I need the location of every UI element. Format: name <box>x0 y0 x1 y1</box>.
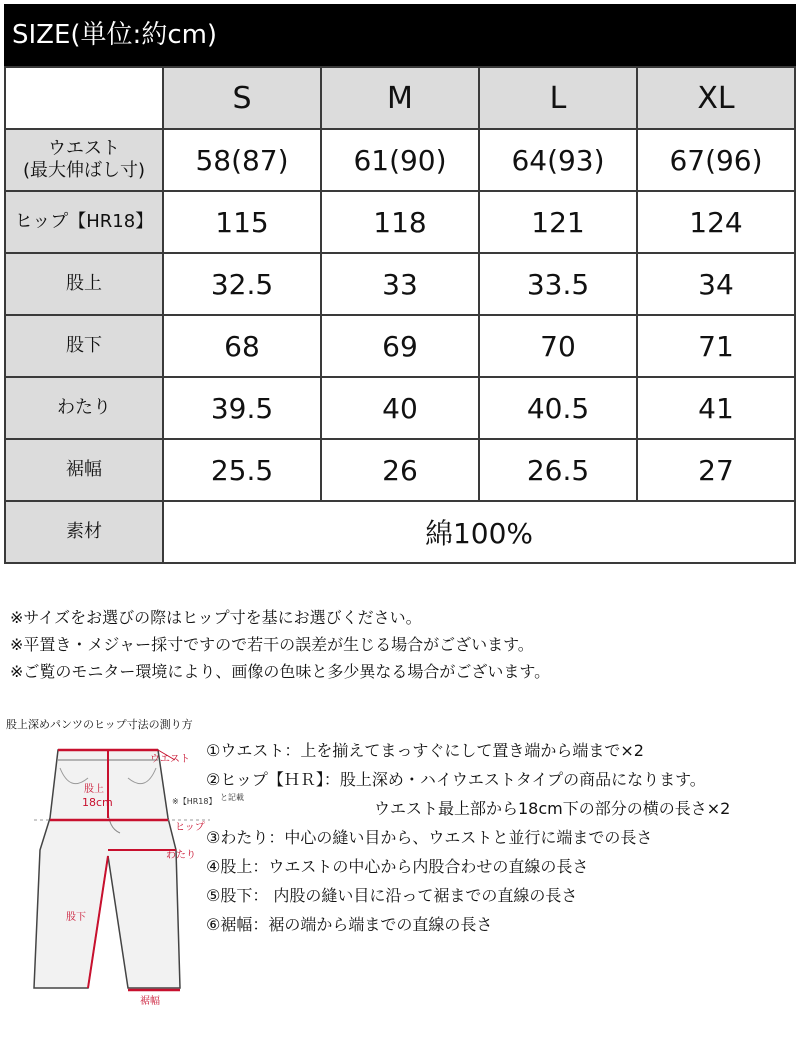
rise-label: 股上 <box>84 784 104 795</box>
cell-value: 41 <box>637 377 795 439</box>
cell-value: 61(90) <box>321 129 479 191</box>
row-label: 股下 <box>5 315 163 377</box>
cell-value: 71 <box>637 315 795 377</box>
thigh-label: わたり <box>166 850 196 861</box>
size-l-header: L <box>479 67 637 129</box>
table-row <box>5 253 795 315</box>
row-label-line2: (最大伸ばし寸) <box>22 160 146 181</box>
row-label: ヒップ【HR18】 <box>5 191 163 253</box>
step-6: ⑥裾幅：裾の端から端までの直線の長さ <box>206 915 493 934</box>
cell-value: 33 <box>321 253 479 315</box>
note-3: ※ご覧のモニター環境により、画像の色味と多少異なる場合がございます。 <box>10 662 551 681</box>
size-header: SIZE(単位:約cm) <box>4 4 796 66</box>
hem-label: 裾幅 <box>140 996 160 1007</box>
row-label: 裾幅 <box>5 439 163 501</box>
step-3: ③わたり：中心の縫い目から、ウエストと並行に端までの長さ <box>206 828 653 847</box>
cell-value: 124 <box>637 191 795 253</box>
cell-value: 67(96) <box>637 129 795 191</box>
waist-label: ウエスト <box>150 754 190 765</box>
step-4: ④股上：ウエストの中心から内股合わせの直線の長さ <box>206 857 589 876</box>
cell-value: 68 <box>163 315 321 377</box>
cell-value: 26.5 <box>479 439 637 501</box>
cell-value: 40.5 <box>479 377 637 439</box>
size-table <box>4 66 796 564</box>
row-label: わたり <box>5 377 163 439</box>
size-m-header: M <box>321 67 479 129</box>
material-value: 綿100% <box>163 501 795 563</box>
row-label <box>5 129 163 191</box>
cell-value: 64(93) <box>479 129 637 191</box>
hr-note2-label: と記載 <box>220 793 244 802</box>
step-2: ②ヒップ【ＨＲ】：股上深め・ハイウエストタイプの商品になります。 <box>206 770 706 789</box>
cell-value: 34 <box>637 253 795 315</box>
cell-value: 118 <box>321 191 479 253</box>
cell-value: 121 <box>479 191 637 253</box>
step-5: ⑤股下： 内股の縫い目に沿って裾までの直線の長さ <box>206 886 578 905</box>
cell-value: 39.5 <box>163 377 321 439</box>
cell-value: 27 <box>637 439 795 501</box>
howto-title: 股上深めパンツのヒップ寸法の測り方 <box>6 718 193 731</box>
note-2: ※平置き・メジャー採寸ですので若干の誤差が生じる場合がございます。 <box>10 635 534 654</box>
hip-label: ヒップ <box>175 822 205 833</box>
cell-value: 33.5 <box>479 253 637 315</box>
size-s-header: S <box>163 67 321 129</box>
inseam-label: 股下 <box>66 912 86 923</box>
table-row <box>5 191 795 253</box>
notes <box>10 604 790 685</box>
corner-cell <box>5 67 163 129</box>
measure-steps <box>206 736 796 939</box>
cell-value: 40 <box>321 377 479 439</box>
table-row <box>5 315 795 377</box>
step-2-detail: ウエスト最上部から18cm下の部分の横の長さ×2 <box>374 799 731 818</box>
table-row <box>5 439 795 501</box>
cell-value: 32.5 <box>163 253 321 315</box>
table-row <box>5 129 795 191</box>
cell-value: 70 <box>479 315 637 377</box>
cell-value: 58(87) <box>163 129 321 191</box>
size-xl-header: XL <box>637 67 795 129</box>
step-1: ①ウエスト：上を揃えてまっすぐにして置き端から端まで×2 <box>206 741 644 760</box>
row-label-line1: ウエスト <box>48 138 120 159</box>
cell-value: 25.5 <box>163 439 321 501</box>
pants-diagram <box>10 738 244 1038</box>
cell-value: 69 <box>321 315 479 377</box>
material-label: 素材 <box>5 501 163 563</box>
rise-length-label: 18cm <box>82 796 113 809</box>
cell-value: 26 <box>321 439 479 501</box>
note-1: ※サイズをお選びの際はヒップ寸を基にお選びください。 <box>10 608 422 627</box>
table-row-material <box>5 501 795 563</box>
row-label: 股上 <box>5 253 163 315</box>
cell-value: 115 <box>163 191 321 253</box>
table-row <box>5 377 795 439</box>
hr-note-label: ※【HR18】 <box>172 797 217 806</box>
